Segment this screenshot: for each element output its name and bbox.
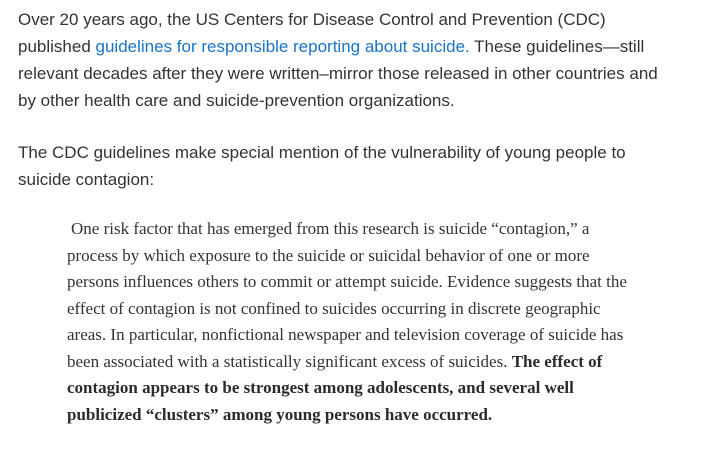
intro-paragraph [18,6,658,114]
intro-text: Over 20 years ago, the US Centers for Disease Control and Prevention (CDC) published [18,10,606,56]
article-body [18,6,658,193]
cdc-guidelines-link[interactable]: guidelines for responsible reporting about suicide. [95,37,470,56]
cdc-mention-paragraph: The CDC guidelines make special mention of the vulnerability of young people to suicide contagion: [18,143,626,189]
intro-text-continued: These guidelines—still relevant decades after they were written–mirror those released in other countries and by other health care and suicide-prevention organizations. [18,37,658,110]
blockquote-bold-text: The effect of contagion appears to be strongest among adolescents, and several well publicized “clusters” among young persons have occurred. [67,351,603,424]
cdc-blockquote [67,216,627,428]
blockquote-text: One risk factor that has emerged from this research is suicide “contagion,” a process by which exposure to the suicide or suicidal behavior of one or more persons influences others to commit or attempt suicide. Evidence suggests that the effect of contagion is not confined to suicides occurring in discrete geographic areas. In particular, nonfictional newspaper and television coverage of suicide has been associated with a statistically significant excess of suicides. [67,219,627,371]
